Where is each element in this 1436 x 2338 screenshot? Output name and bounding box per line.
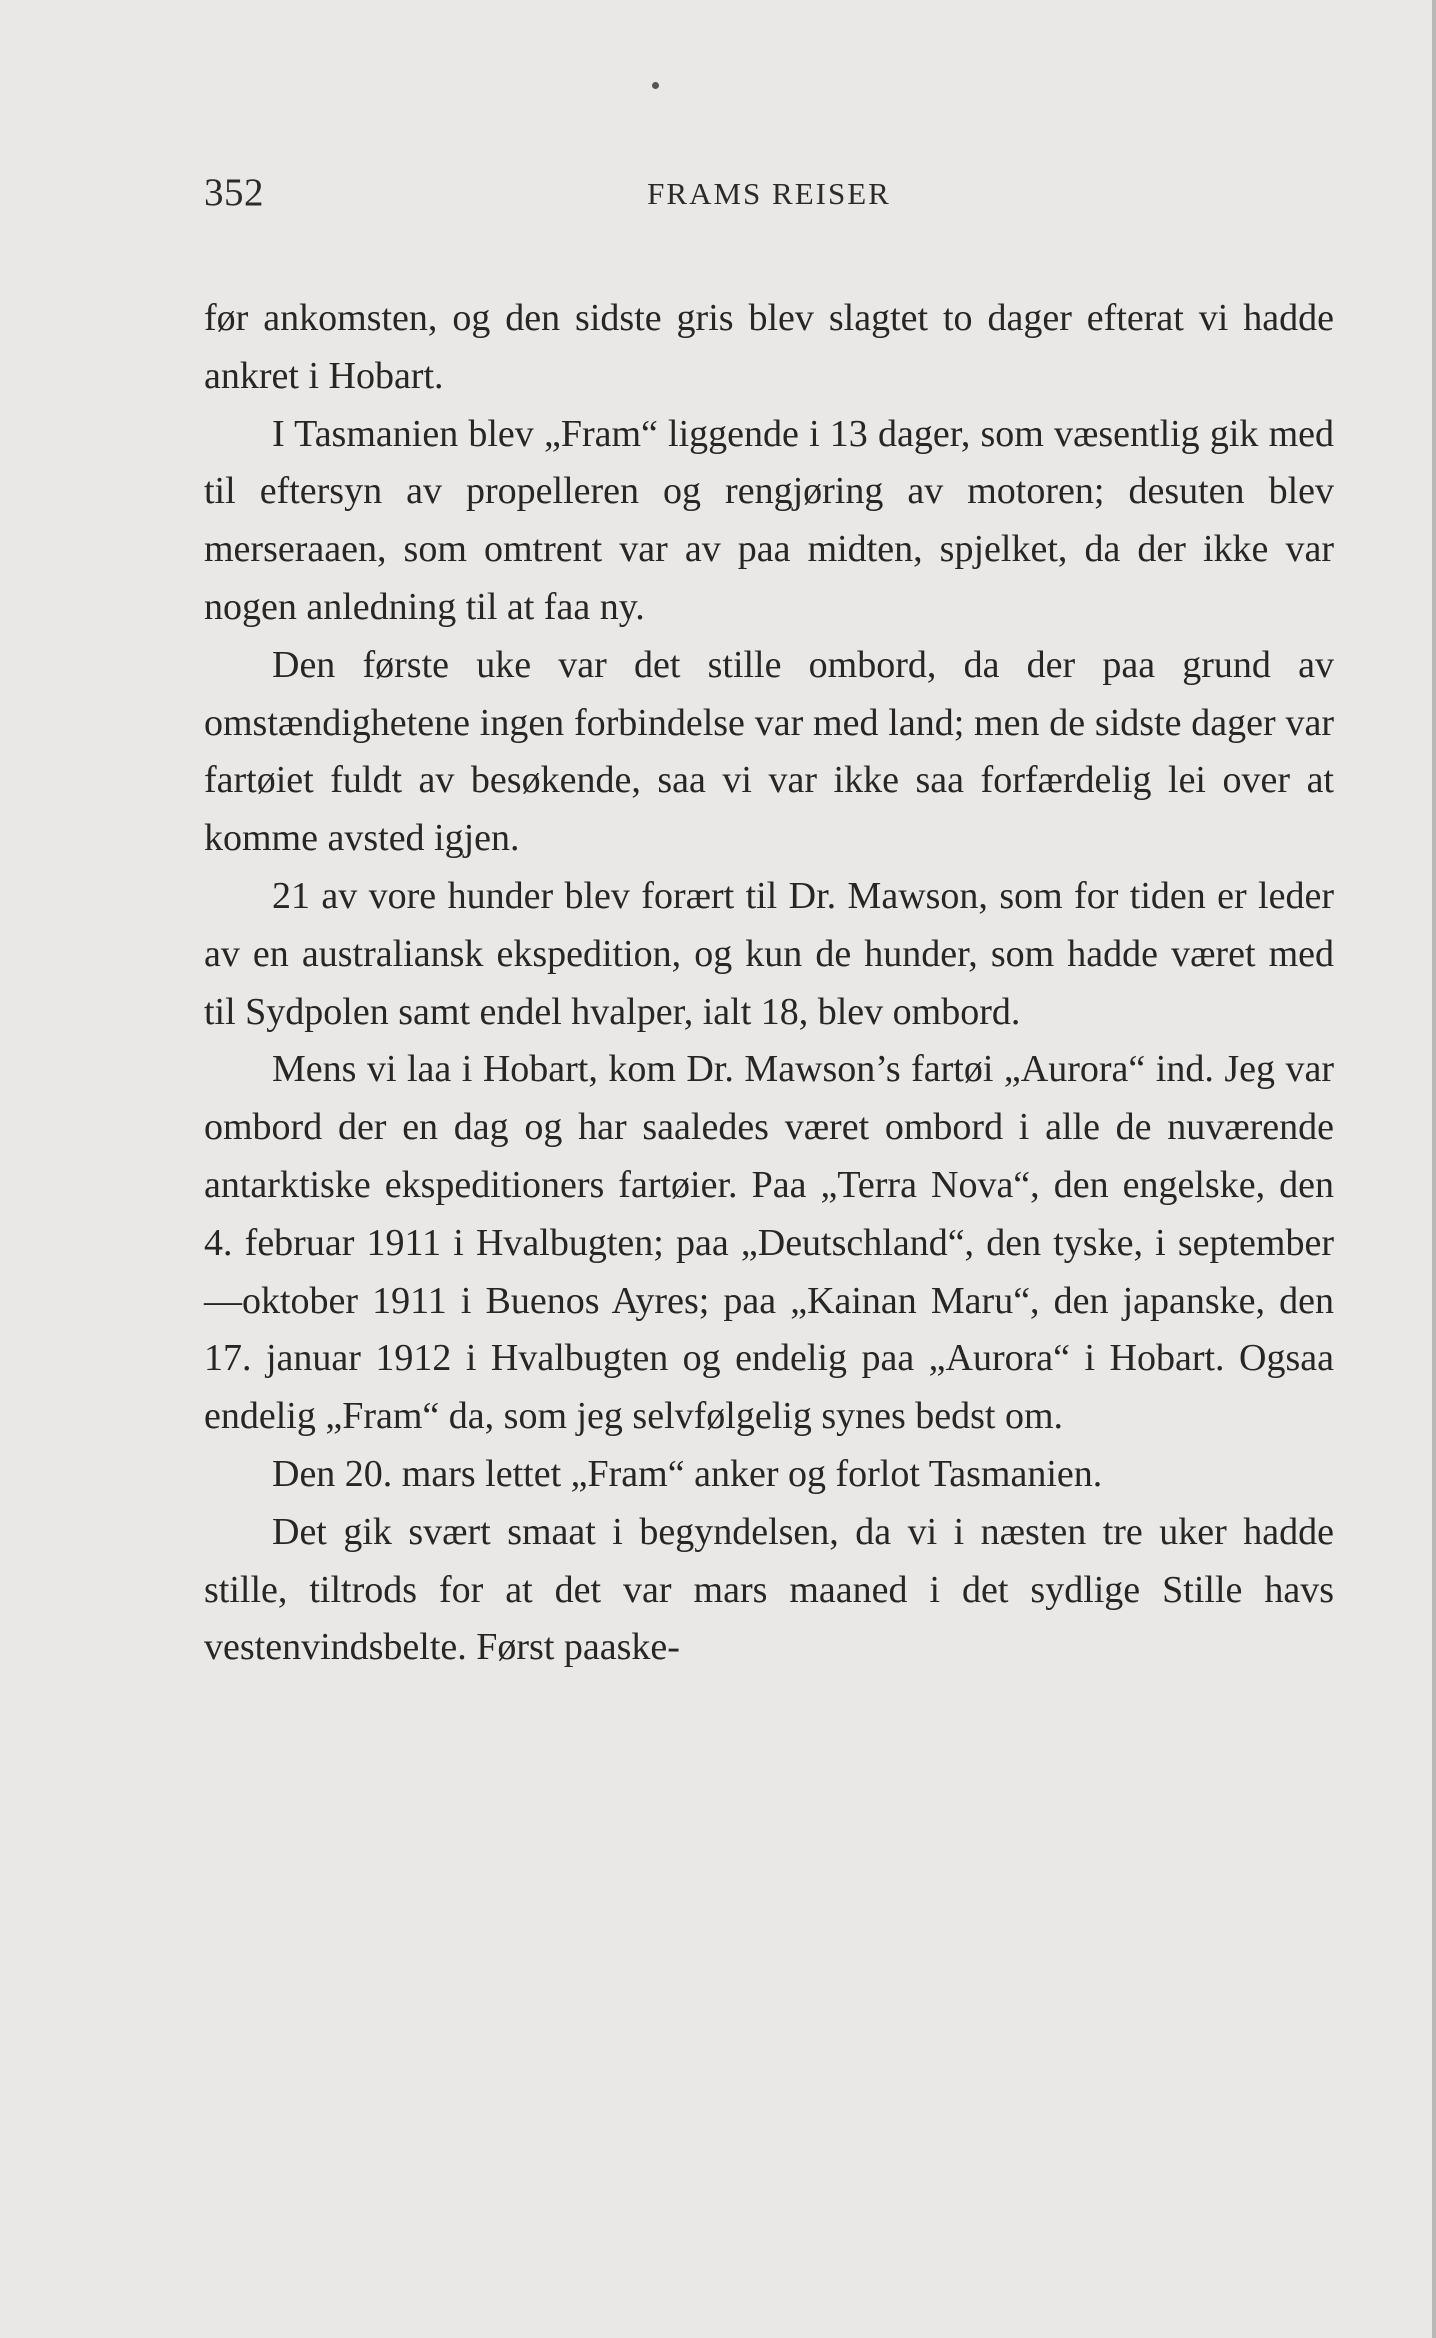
paragraph-3: Den første uke var det stille ombord, da der paa grund av omstændighetene ingen forbindelse var med land; men de sidste dager var fartøiet fuldt av besøkende, saa vi var ikke saa forfærdelig lei over at komme avsted igjen. — [204, 643, 1334, 860]
paragraph-2: I Tasmanien blev „Fram“ liggende i 13 dager, som væsentlig gik med til eftersyn av propelleren og rengjøring av motoren; desuten blev merseraaen, som omtrent var av paa midten, spjelket, da der ikke var nogen anledning til at faa ny. — [204, 412, 1334, 628]
paragraph-6: Den 20. mars lettet „Fram“ anker og forlot Tasmanien. — [272, 1452, 1103, 1495]
running-title: FRAMS REISER — [647, 176, 891, 211]
paragraph-7: Det gik svært smaat i begyndelsen, da vi i næsten tre uker hadde stille, tiltrods for at det var mars maaned i det sydlige Stille havs vestenvindsbelte. Først paaske- — [204, 1510, 1334, 1669]
paragraph-4: 21 av vore hunder blev forært til Dr. Mawson, som for tiden er leder av en australiansk ekspedition, og kun de hunder, som hadde været med til Sydpolen samt endel hvalper, ialt 18, blev ombord. — [204, 874, 1334, 1033]
page-header — [204, 170, 1334, 222]
body-text — [204, 290, 1334, 1677]
ink-dot — [652, 82, 659, 89]
paragraph-5: Mens vi laa i Hobart, kom Dr. Mawson’s fartøi „Aurora“ ind. Jeg var ombord der en dag og har saaledes været ombord i alle de nuværende antarktiske ekspeditioners fartøier. Paa „Terra Nova“, den engelske, den 4. februar 1911 i Hvalbugten; paa „Deutschland“, den tyske, i september—oktober 1911 i Buenos Ayres; paa „Kainan Maru“, den japanske, den 17. januar 1912 i Hvalbugten og endelig paa „Aurora“ i Hobart. Ogsaa endelig „Fram“ da, som jeg selvfølgelig synes bedst om. — [204, 1048, 1334, 1438]
page-number: 352 — [204, 171, 264, 214]
paragraph-1: før ankomsten, og den sidste gris blev slagtet to dager efterat vi hadde ankret i Hobart. — [204, 297, 1334, 397]
